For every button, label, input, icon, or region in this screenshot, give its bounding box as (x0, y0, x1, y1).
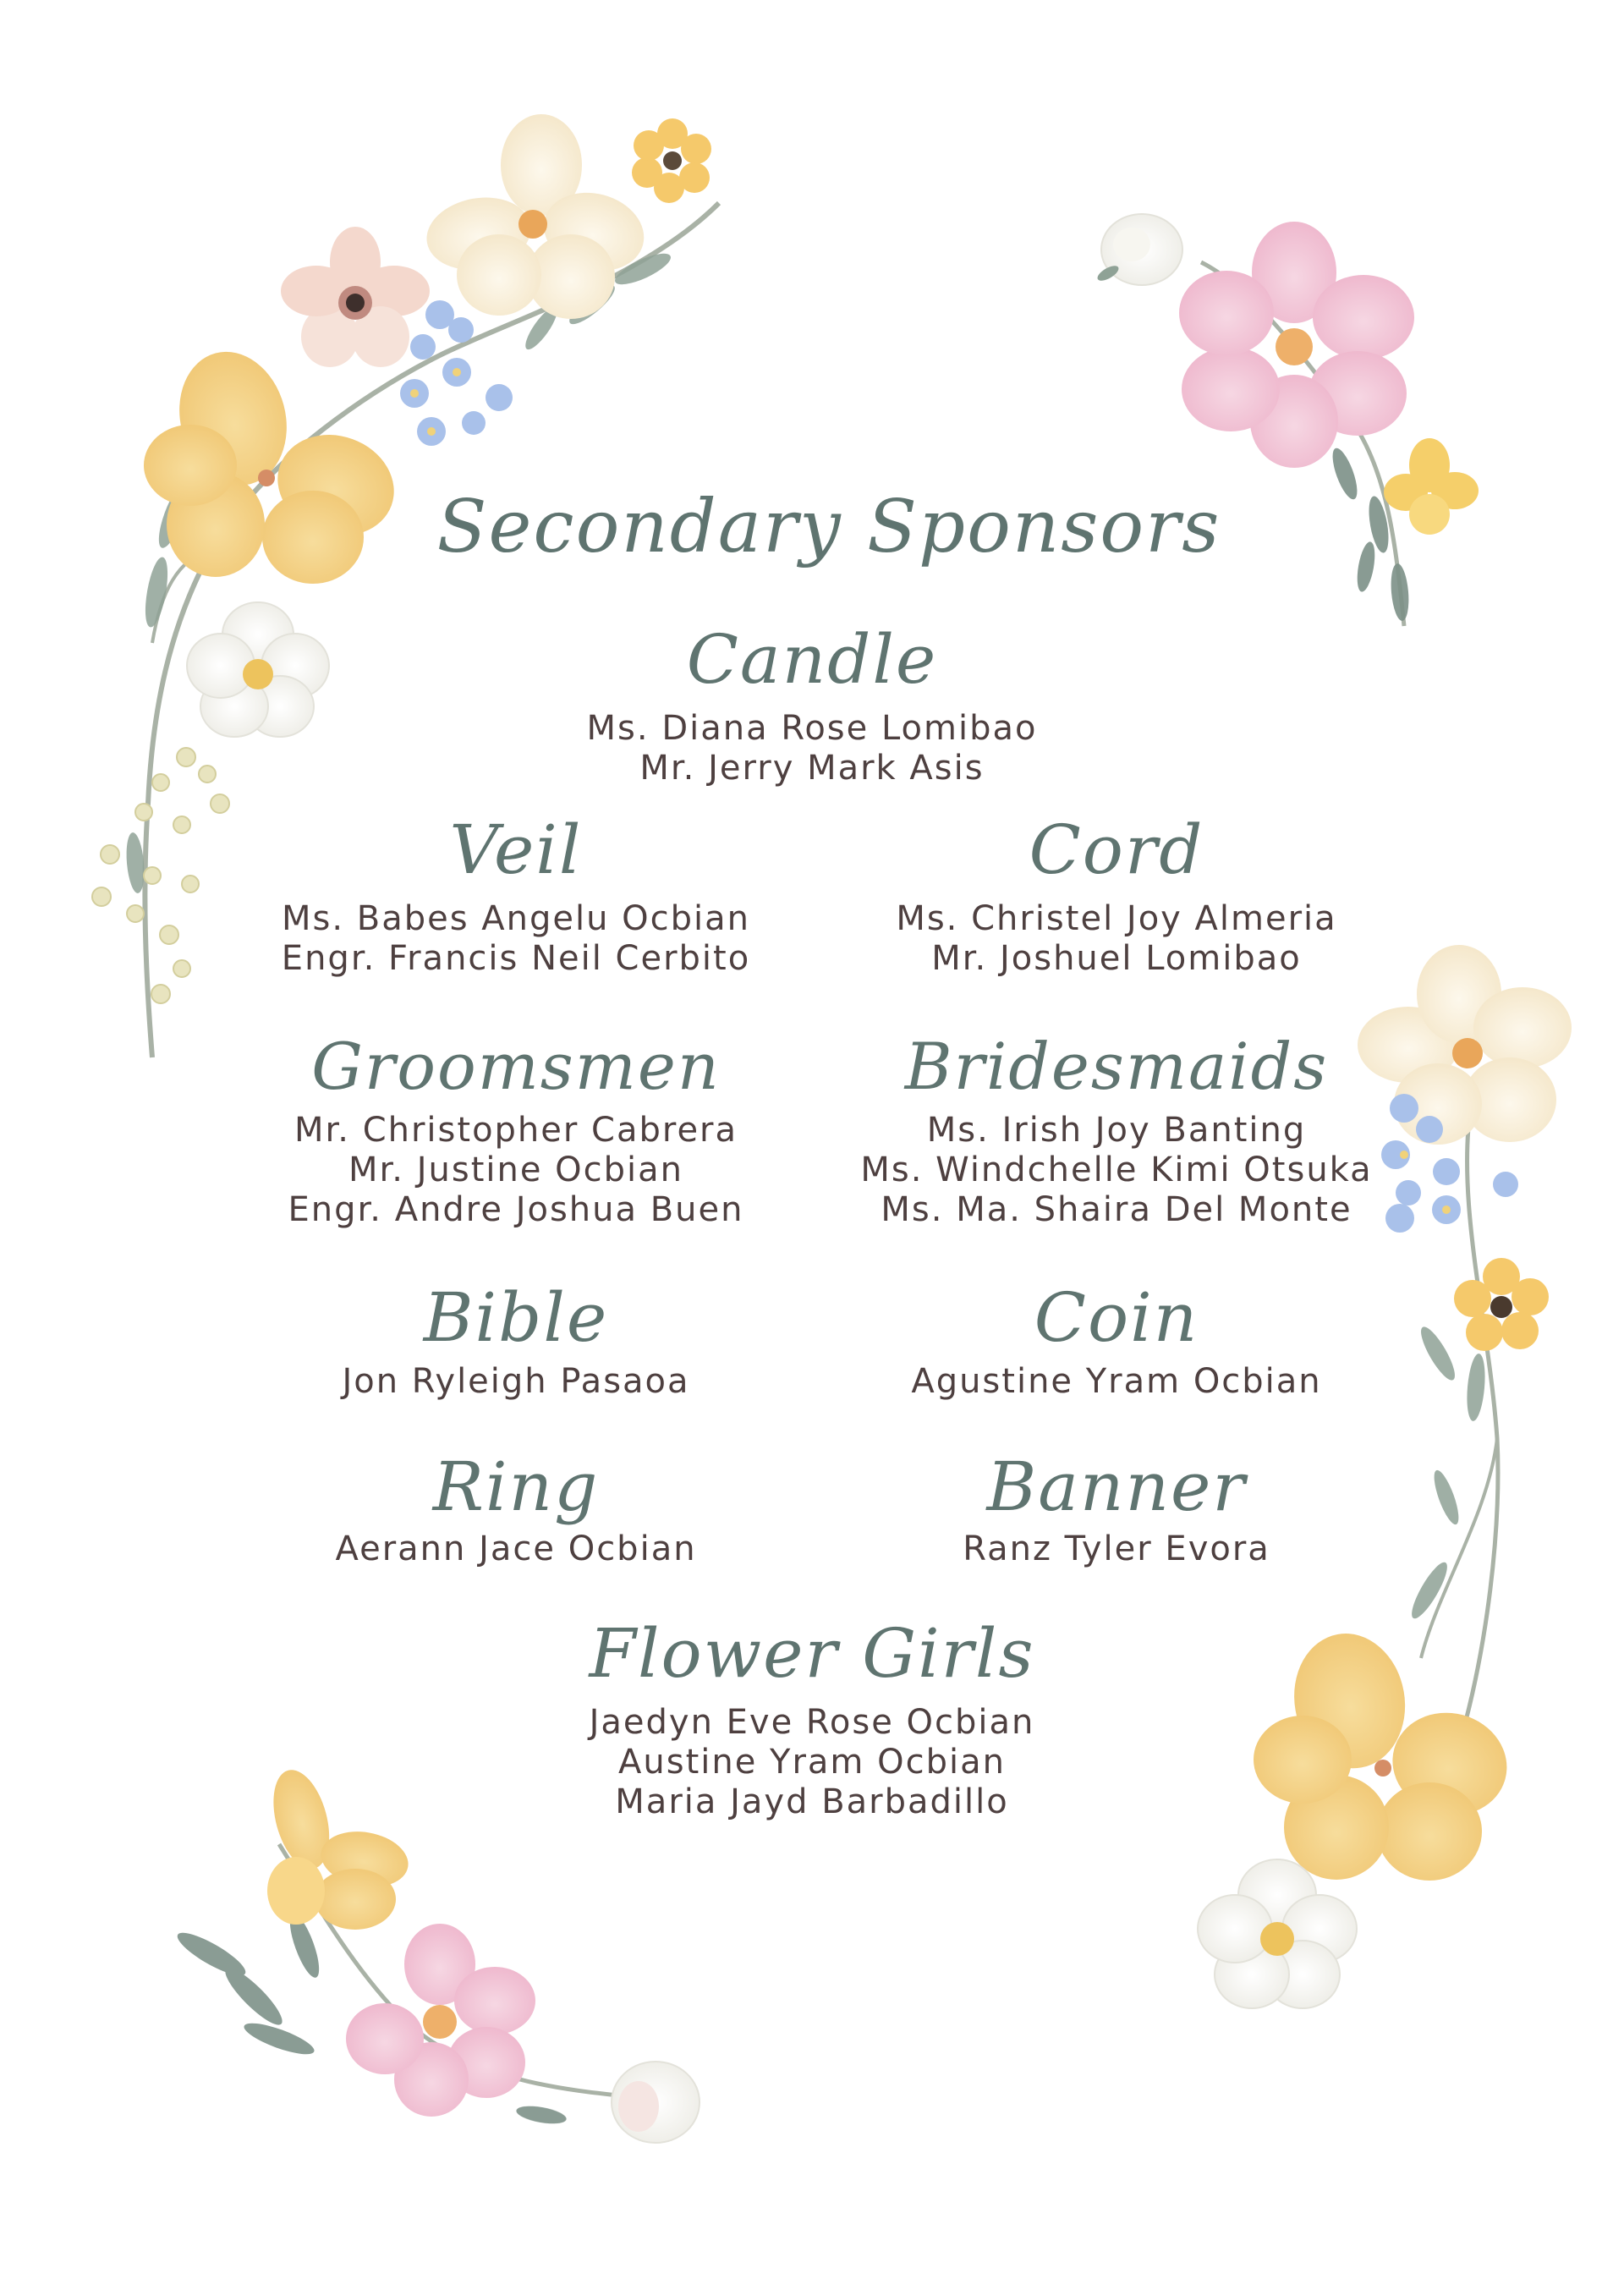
candle-names (474, 709, 1150, 788)
groomsmen-names (178, 1111, 854, 1230)
watercolor-flower-icon (421, 114, 653, 319)
name-line: Mr. Joshuel Lomibao (931, 939, 1302, 978)
watercolor-flower-icon (187, 602, 329, 737)
watercolor-flower-icon (1454, 1258, 1549, 1351)
candle-heading: Candle (686, 620, 938, 699)
name-line: Ms. Babes Angelu Ocbian (281, 899, 751, 938)
forget-me-not-icon (400, 300, 513, 446)
watercolor-flower-icon (1198, 1859, 1357, 2008)
coin-names (778, 1362, 1455, 1402)
name-line: Mr. Justine Ocbian (348, 1150, 684, 1189)
name-line: Ranz Tyler Evora (963, 1529, 1270, 1568)
ring-heading: Ring (432, 1447, 600, 1526)
bible-names (178, 1362, 854, 1402)
name-line: Jaedyn Eve Rose Ocbian (589, 1703, 1035, 1742)
veil-heading: Veil (449, 810, 583, 889)
cord-heading: Cord (1029, 810, 1204, 889)
name-line: Ms. Ma. Shaira Del Monte (881, 1190, 1352, 1229)
banner-heading: Banner (986, 1447, 1247, 1526)
name-line: Engr. Andre Joshua Buen (288, 1190, 744, 1229)
cord-names (778, 899, 1455, 979)
banner-names (778, 1529, 1455, 1569)
watercolor-flower-icon (346, 1924, 535, 2117)
watercolor-flower-icon (1179, 222, 1414, 468)
name-line: Mr. Christopher Cabrera (294, 1111, 738, 1150)
flower-girls-names (474, 1703, 1150, 1822)
coin-heading: Coin (1034, 1278, 1199, 1357)
name-line: Ms. Christel Joy Almeria (896, 899, 1337, 938)
watercolor-flower-icon (281, 227, 430, 367)
flower-girls-heading: Flower Girls (589, 1614, 1035, 1693)
watercolor-flower-icon (632, 118, 711, 203)
name-line: Maria Jayd Barbadillo (615, 1782, 1009, 1821)
name-line: Aerann Jace Ocbian (335, 1529, 697, 1568)
name-line: Jon Ryleigh Pasaoa (342, 1362, 690, 1401)
rosebud-icon (1095, 214, 1182, 285)
name-line: Ms. Windchelle Kimi Otsuka (860, 1150, 1373, 1189)
name-line: Ms. Irish Joy Banting (926, 1111, 1307, 1150)
page-title: Secondary Sponsors (436, 485, 1221, 569)
name-line: Mr. Jerry Mark Asis (639, 749, 985, 788)
groomsmen-heading: Groomsmen (311, 1029, 721, 1104)
name-line: Austine Yram Ocbian (618, 1743, 1006, 1782)
name-line: Engr. Francis Neil Cerbito (281, 939, 751, 978)
rosebud-icon (612, 2062, 700, 2143)
bridesmaids-names (778, 1111, 1455, 1230)
bible-heading: Bible (423, 1278, 609, 1357)
veil-names (178, 899, 854, 979)
ring-names (178, 1529, 854, 1569)
name-line: Agustine Yram Ocbian (911, 1362, 1322, 1401)
watercolor-flower-icon (264, 1764, 413, 1930)
bridesmaids-heading: Bridesmaids (904, 1029, 1329, 1104)
name-line: Ms. Diana Rose Lomibao (586, 709, 1038, 748)
